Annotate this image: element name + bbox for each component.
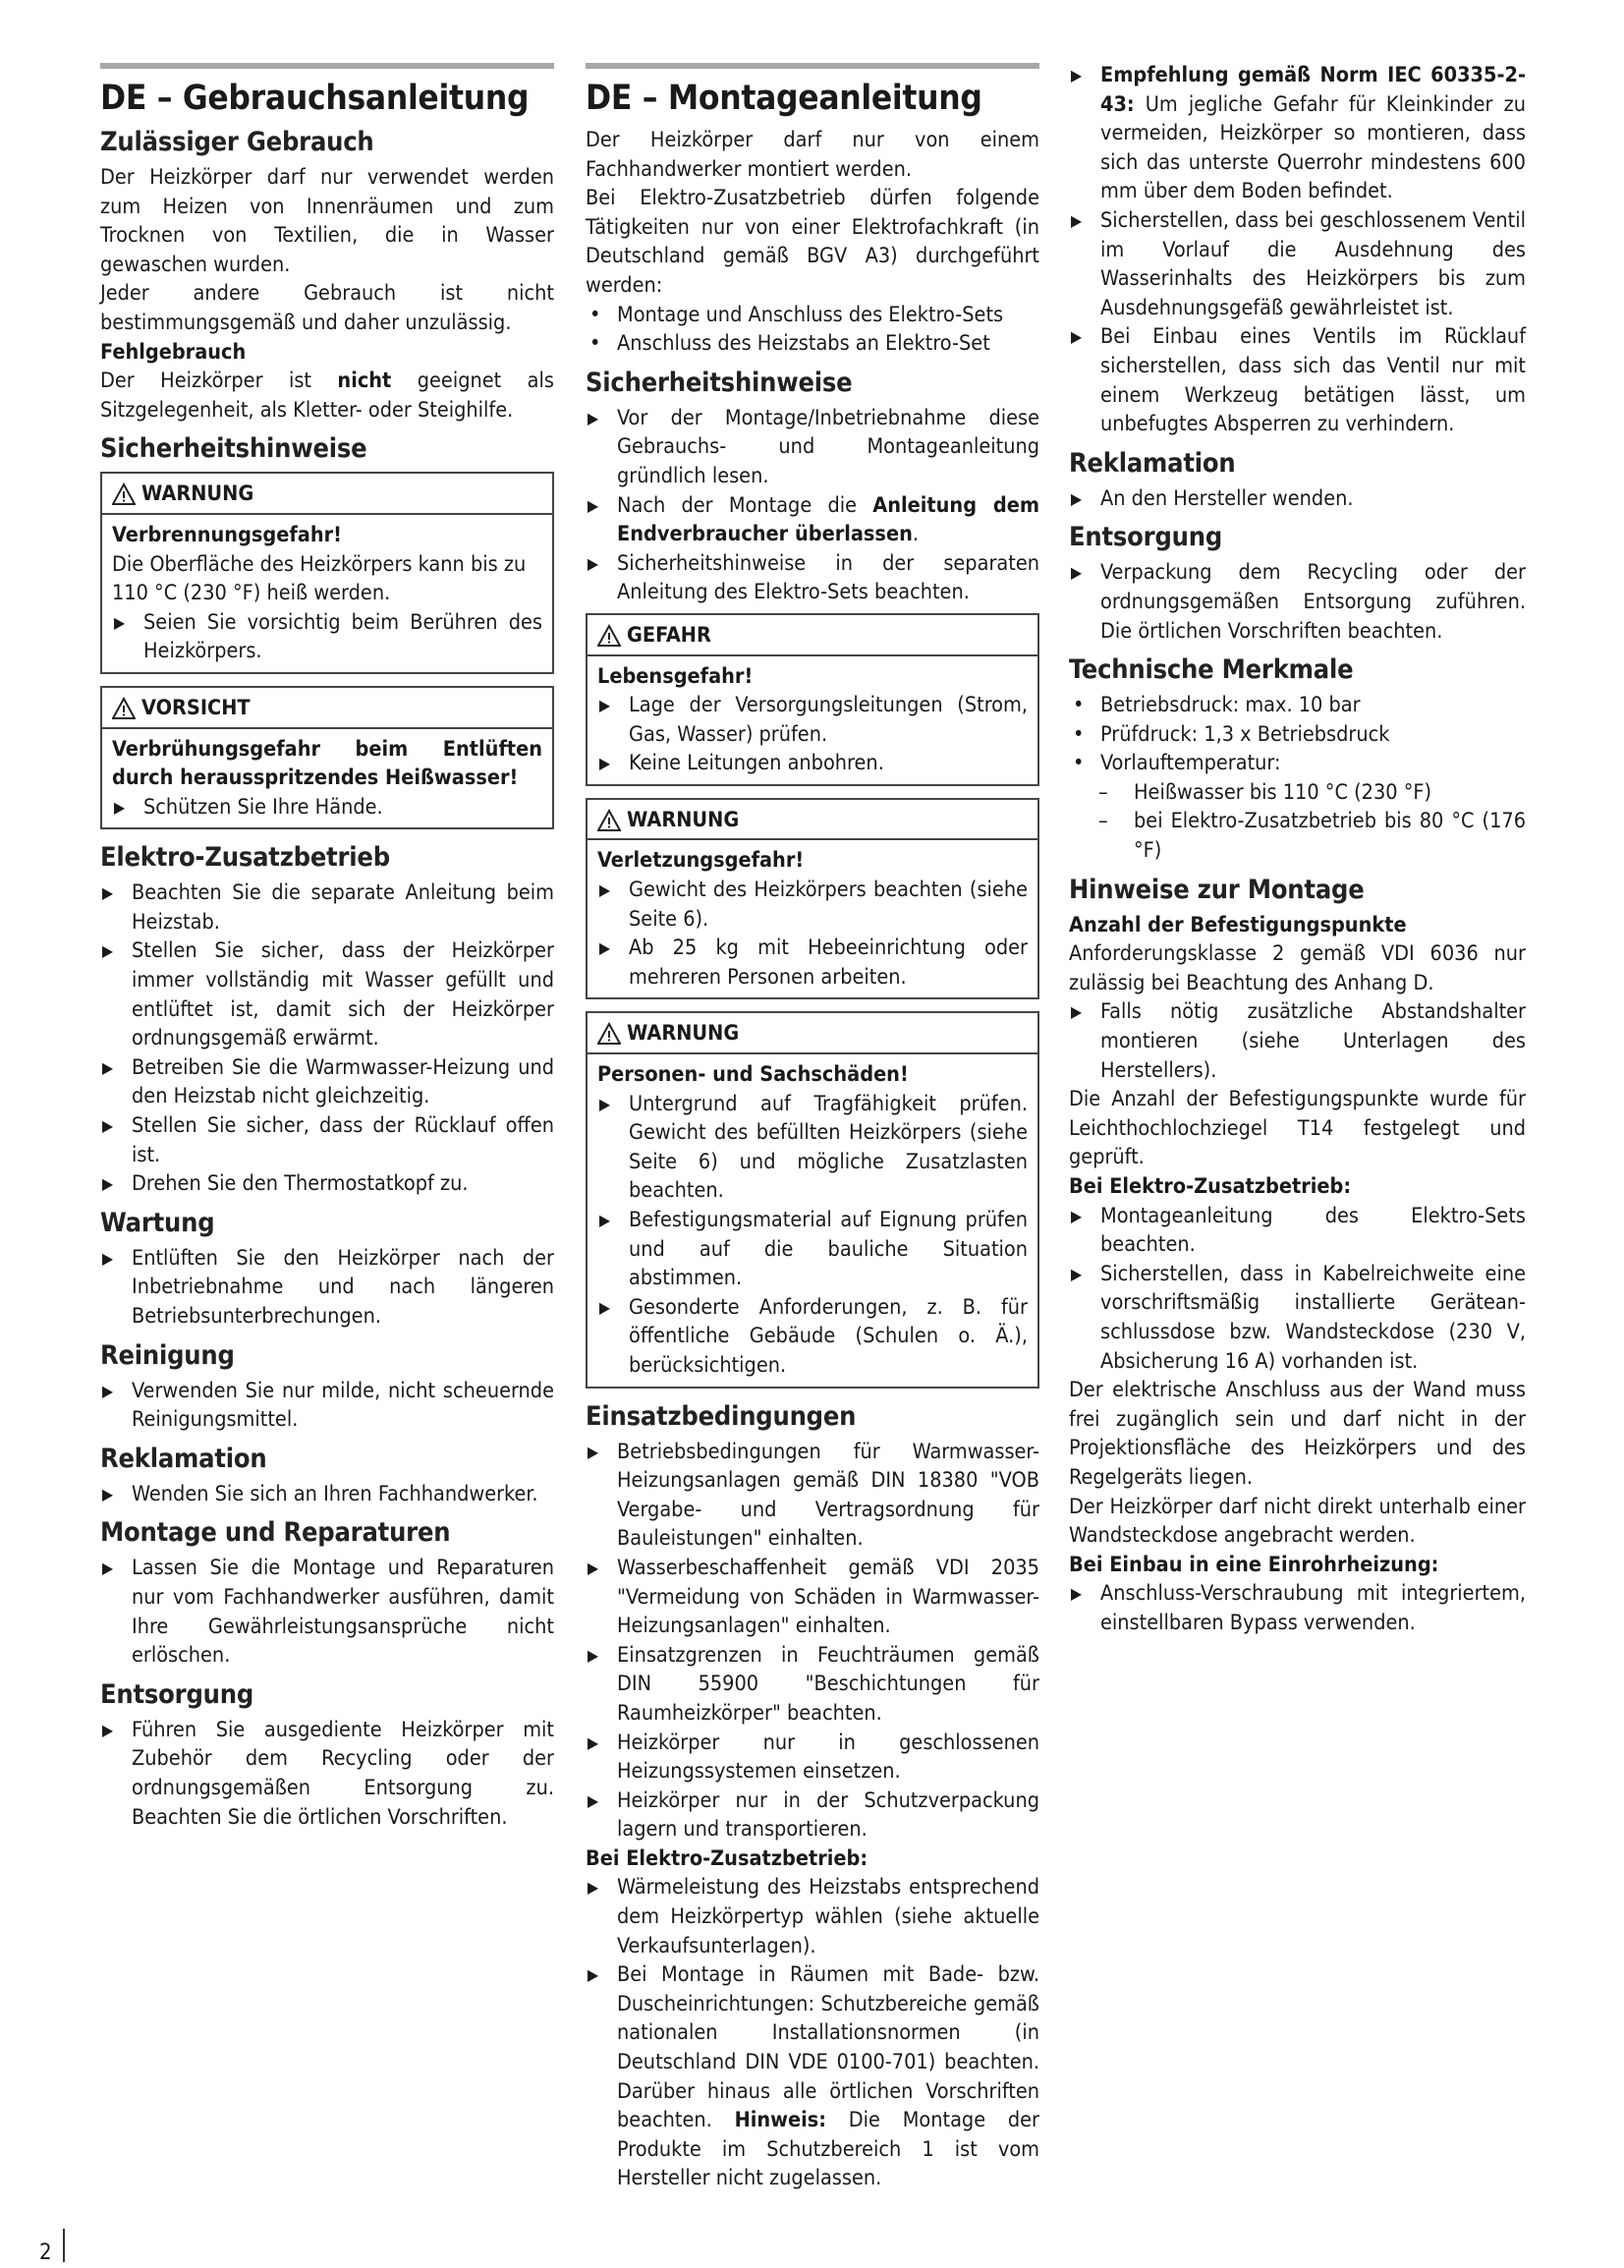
warning-title: Verletzungsgefahr! xyxy=(597,848,805,874)
text: geeignet als Sitzgelegenheit, als Kletter- oder Steighilfe. xyxy=(100,369,554,423)
list xyxy=(1069,997,1526,1085)
list-item: ▶ Wärmeleistung des Heizstabs entsprechend dem Heizkörpertyp wählen (siehe aktuelle Verkaufsunterlagen). xyxy=(586,1873,1039,1960)
list-item xyxy=(586,491,1039,549)
emphasis: Empfehlung gemäß Norm IEC 60335-2-43: xyxy=(1100,63,1526,117)
list-item: ▶ Sicherheitshinweise in der separaten Anleitung des Elektro-Sets beachten. xyxy=(586,549,1039,607)
list xyxy=(112,608,542,666)
caution-box-body xyxy=(102,729,552,828)
warning-box xyxy=(586,798,1039,1000)
paragraph: Der Heizkörper darf nicht direkt unterhalb einer Wandsteckdose angebracht werden. xyxy=(1069,1494,1526,1549)
list-item xyxy=(586,1960,1039,2193)
warning-triangle-icon xyxy=(597,809,621,832)
list xyxy=(100,1554,554,1670)
danger-title: Lebensgefahr! xyxy=(597,663,754,689)
list xyxy=(597,876,1028,992)
heading-reklamation: Reklamation xyxy=(1069,447,1236,479)
list xyxy=(1069,1579,1526,1637)
warning-box xyxy=(586,1011,1039,1388)
list-item: ▶ Keine Leitungen anbohren. xyxy=(597,749,1028,778)
list-item: ▶ Führen Sie ausgediente Heizkörper mit Zubehör dem Recycling oder der ordnungsgemäßen Entsorgung zu. Beachten Sie die örtlichen Vorschriften. xyxy=(100,1716,554,1832)
subheading-einrohrheizung: Bei Einbau in eine Einrohrheizung: xyxy=(1069,1552,1439,1577)
note-text: Die Montage der Produkte im Schutzbereich 1 ist vom Hersteller nicht zugelassen. xyxy=(617,2108,1039,2191)
list xyxy=(586,301,1039,359)
subheading-befestigungspunkte: Anzahl der Befestigungspunkte xyxy=(1069,912,1407,937)
warning-triangle-icon xyxy=(597,1022,621,1046)
list-item: ▶ Falls nötig zusätzliche Abstandshalter montieren (siehe Unterlagen des Herstellers). xyxy=(1069,997,1526,1085)
list-item: • Prüfdruck: 1,3 x Betriebsdruck xyxy=(1069,720,1526,750)
warning-triangle-icon xyxy=(112,482,136,506)
heading-wartung: Wartung xyxy=(100,1207,215,1238)
list xyxy=(1069,691,1526,866)
danger-box-header xyxy=(588,615,1037,656)
subheading-elektro: Bei Elektro-Zusatzbetrieb: xyxy=(586,1845,868,1871)
list xyxy=(100,1480,554,1509)
heading-reinigung: Reinigung xyxy=(100,1339,235,1371)
warning-label: WARNUNG xyxy=(627,1021,740,1047)
paragraph: Der Heizkörper darf nur verwendet werden zum Heizen von Innenräumen und zum Trocknen von Textilien, die in Wasser gewaschen wurden. xyxy=(100,165,554,277)
heading-sicherheitshinweise: Sicherheitshinweise xyxy=(586,367,853,398)
warning-box-body xyxy=(588,840,1037,997)
section-title: DE – Montageanleitung xyxy=(586,79,982,118)
list-item: ▶ Beachten Sie die separate Anleitung beim Heizstab. xyxy=(100,879,554,936)
list xyxy=(100,1244,554,1332)
heading-technische-merkmale: Technische Merkmale xyxy=(1069,654,1354,686)
warning-box xyxy=(100,472,554,674)
list xyxy=(1069,484,1526,514)
column-top-rule xyxy=(100,63,554,69)
subheading-fehlgebrauch: Fehlgebrauch xyxy=(100,339,247,365)
list xyxy=(586,404,1039,607)
column-montage-fortsetzung xyxy=(1069,61,1526,1638)
subheading-elektro: Bei Elektro-Zusatzbetrieb: xyxy=(1069,1174,1352,1199)
list xyxy=(112,793,542,822)
emphasis: nicht xyxy=(337,369,392,394)
danger-box xyxy=(586,613,1039,786)
list-item: ▶ Wasserbeschaffenheit gemäß VDI 2035 "Vermeidung von Schäden in Warmwasser-Heizungsanlagen" einhalten. xyxy=(586,1554,1039,1641)
warning-box-body xyxy=(588,1054,1037,1387)
list-item: ▶ Stellen Sie sicher, dass der Heizkörper immer vollständig mit Wasser gefüllt und entlüftet ist, damit sich der Heizkörper ordnungsgemäß erwärmt. xyxy=(100,936,554,1052)
list-item: ▶ Entlüften Sie den Heizkörper nach der Inbetriebnahme und nach längeren Betriebsunterbrechungen. xyxy=(100,1244,554,1332)
list-item: ▶ Seien Sie vorsichtig beim Berühren des Heizkörpers. xyxy=(112,608,542,666)
list-item: • Vorlauftemperatur: xyxy=(1069,749,1526,778)
list xyxy=(597,691,1028,778)
warning-label: WARNUNG xyxy=(627,807,740,832)
warning-box-header xyxy=(588,1013,1037,1054)
list-item: ▶ Gesonderte Anforderungen, z. B. für öffentliche Gebäude (Schulen o. Ä.), berücksichtigen. xyxy=(597,1293,1028,1381)
list-item: – Heißwasser bis 110 °C (230 °F) xyxy=(1069,778,1526,808)
list-item: ▶ Montageanleitung des Elektro-Sets beachten. xyxy=(1069,1202,1526,1260)
list-item: ▶ Einsatzgrenzen in Feuchträumen gemäß DIN 55900 "Beschichtungen für Raumheizkörper" beachten. xyxy=(586,1641,1039,1729)
heading-entsorgung: Entsorgung xyxy=(100,1678,254,1710)
list-item: ▶ Lassen Sie die Montage und Reparaturen nur vom Fachhandwerker ausführen, damit Ihre Gewährleistungsansprüche nicht erlöschen. xyxy=(100,1554,554,1670)
heading-elektro-zusatzbetrieb: Elektro-Zusatzbetrieb xyxy=(100,842,390,874)
text: Um jegliche Gefahr für Kleinkinder zu vermeiden, Heizkörper so montieren, dass sich das unterste Querrohr mindestens 600 mm über dem Boden befindet. xyxy=(1100,91,1526,204)
list-item: ▶ Drehen Sie den Thermostatkopf zu. xyxy=(100,1169,554,1199)
list-item: ▶ Verpackung dem Recycling oder der ordnungsgemäßen Entsorgung zuführen. Die örtlichen Vorschriften beachten. xyxy=(1069,558,1526,646)
list xyxy=(1069,558,1526,646)
list-item: ▶ Untergrund auf Tragfähigkeit prüfen. Gewicht des befüllten Heizkörpers (siehe Seite 6) und mögliche Zusatzlasten beachten. xyxy=(597,1090,1028,1206)
paragraph-fehlgebrauch xyxy=(100,367,554,425)
list-item: – bei Elektro-Zusatzbetrieb bis 80 °C (176 °F) xyxy=(1069,807,1526,865)
danger-box-body xyxy=(588,656,1037,784)
text: Bei Montage in Räumen mit Bade- bzw. Duscheinrichtungen: Schutzbereiche gemäß nationalen Installationsnormen (in Deutschland DIN VDE 0100-701) beachten. Darüber hinaus alle örtlichen Vorschriften beachten. xyxy=(617,1962,1039,2133)
warning-triangle-icon xyxy=(597,624,621,648)
list-item: ▶ Anschluss-Verschraubung mit integriertem, einstellbaren Bypass verwenden. xyxy=(1069,1579,1526,1637)
paragraph: Der elektrische Anschluss aus der Wand muss frei zugänglich sein und darf nicht in der Projektionsfläche des Heizkörpers und des Regelgeräts liegen. xyxy=(1069,1378,1526,1490)
list xyxy=(100,1377,554,1435)
list-item: ▶ Sicherstellen, dass bei geschlossenem Ventil im Vorlauf die Ausdehnung des Wasserinhalts des Heizkörpers bis zum Ausdehnungsgefäß gewährleistet ist. xyxy=(1069,206,1526,322)
heading-reklamation: Reklamation xyxy=(100,1443,267,1474)
list-item: ▶ Gewicht des Heizkörpers beachten (siehe Seite 6). xyxy=(597,876,1028,934)
list-item xyxy=(1069,61,1526,206)
warning-title: Personen- und Sachschäden! xyxy=(597,1062,909,1088)
caution-title: Verbrühungsgefahr beim Entlüften durch herausspritzendes Heißwasser! xyxy=(112,736,542,791)
list xyxy=(1069,1202,1526,1377)
list-item: ▶ Wenden Sie sich an Ihren Fachhandwerker. xyxy=(100,1480,554,1509)
note-label: Hinweis: xyxy=(734,2108,827,2133)
list-item: • Montage und Anschluss des Elektro-Sets xyxy=(586,301,1039,330)
list-item: ▶ Stellen Sie sicher, dass der Rücklauf offen ist. xyxy=(100,1111,554,1169)
list xyxy=(586,1873,1039,2193)
heading-sicherheitshinweise: Sicherheitshinweise xyxy=(100,433,367,465)
heading-entsorgung: Entsorgung xyxy=(1069,522,1223,553)
list-item: ▶ Lage der Versorgungsleitungen (Strom, Gas, Wasser) prüfen. xyxy=(597,691,1028,749)
heading-hinweise-montage: Hinweise zur Montage xyxy=(1069,874,1365,905)
emphasis: Anleitung dem Endverbraucher überlassen xyxy=(617,492,1039,547)
warning-box-header xyxy=(588,800,1037,841)
list-item: ▶ Ab 25 kg mit Hebeeinrichtung oder mehreren Personen arbeiten. xyxy=(597,934,1028,992)
caution-box xyxy=(100,686,554,829)
page-number-rule xyxy=(63,2229,65,2262)
paragraph: Jeder andere Gebrauch ist nicht bestimmungsgemäß und daher unzulässig. xyxy=(100,281,554,335)
heading-einsatzbedingungen: Einsatzbedingungen xyxy=(586,1400,857,1432)
text: Nach der Montage die xyxy=(617,492,873,518)
list xyxy=(1069,61,1526,439)
list-item: ▶ Betriebsbedingungen für Warmwasser-Heizungsanlagen gemäß DIN 18380 "VOB Vergabe- und Vertragsordnung für Bauleistungen" einhalten. xyxy=(586,1438,1039,1554)
warning-box-body xyxy=(102,515,552,672)
list-item: ▶ Befestigungsmaterial auf Eignung prüfen und auf die bauliche Situation abstimmen. xyxy=(597,1206,1028,1293)
list xyxy=(100,1716,554,1832)
list-item: ▶ Heizkörper nur in geschlossenen Heizungssystemen einsetzen. xyxy=(586,1729,1039,1786)
list-item: ▶ Schützen Sie Ihre Hände. xyxy=(112,793,542,822)
paragraph: Der Heizkörper darf nur von einem Fachhandwerker montiert werden. xyxy=(586,128,1039,182)
danger-label: GEFAHR xyxy=(627,622,711,648)
column-gebrauchsanleitung xyxy=(100,63,554,1832)
list-item: ▶ Vor der Montage/Inbetriebnahme diese Gebrauchs- und Montageanleitung gründlich lesen. xyxy=(586,404,1039,491)
list-item: ▶ Heizkörper nur in der Schutzverpackung lagern und transportieren. xyxy=(586,1786,1039,1844)
list-item: ▶ Verwenden Sie nur milde, nicht scheuernde Reinigungsmittel. xyxy=(100,1377,554,1435)
column-top-rule xyxy=(586,63,1039,69)
list-item: ▶ An den Hersteller wenden. xyxy=(1069,484,1526,514)
warning-box-header xyxy=(102,474,552,515)
heading-zulaessiger-gebrauch: Zulässiger Gebrauch xyxy=(100,127,374,157)
paragraph: Die Anzahl der Befestigungspunkte wurde für Leichthochlochziegel T14 festgelegt und geprüft. xyxy=(1069,1087,1526,1170)
list-item: • Betriebsdruck: max. 10 bar xyxy=(1069,691,1526,720)
section-title: DE – Gebrauchsanleitung xyxy=(100,79,530,118)
list-item: ▶ Bei Einbau eines Ventils im Rücklauf sicherstellen, dass sich das Ventil nur mit einem Werkzeug betätigen lässt, um unbefugtes Absperren zu verhindern. xyxy=(1069,322,1526,438)
heading-montage-reparaturen: Montage und Reparaturen xyxy=(100,1517,451,1549)
paragraph: Anforderungsklasse 2 gemäß VDI 6036 nur zulässig bei Beachtung des Anhang D. xyxy=(1069,941,1526,995)
warning-triangle-icon xyxy=(112,697,136,720)
list xyxy=(100,879,554,1199)
warning-label: WARNUNG xyxy=(141,482,254,507)
column-montageanleitung xyxy=(586,63,1039,2193)
list xyxy=(597,1090,1028,1381)
list-item: • Anschluss des Heizstabs an Elektro-Set xyxy=(586,329,1039,359)
page-number: 2 xyxy=(39,2240,52,2265)
list-item: ▶ Sicherstellen, dass in Kabelreichweite eine vorschriftsmäßig installierte Geräteanschlussdose bzw. Wandsteckdose (230 V, Absicherung 16 A) vorhanden ist. xyxy=(1069,1260,1526,1376)
paragraph: Bei Elektro-Zusatzbetrieb dürfen folgende Tätigkeiten nur von einer Elektrofachkraft (in Deutschland gemäß BGV A3) durchgeführt werden: xyxy=(586,186,1039,298)
list-item: ▶ Betreiben Sie die Warmwasser-Heizung und den Heizstab nicht gleichzeitig. xyxy=(100,1053,554,1111)
text: . xyxy=(912,522,919,547)
caution-box-header xyxy=(102,688,552,729)
warning-title: Verbrennungsgefahr! xyxy=(112,522,342,547)
caution-label: VORSICHT xyxy=(141,695,251,720)
list xyxy=(586,1438,1039,1844)
text: Der Heizkörper ist xyxy=(100,369,338,394)
warning-text: Die Oberfläche des Heizkörpers kann bis zu 110 °C (230 °F) heiß werden. xyxy=(112,551,527,606)
